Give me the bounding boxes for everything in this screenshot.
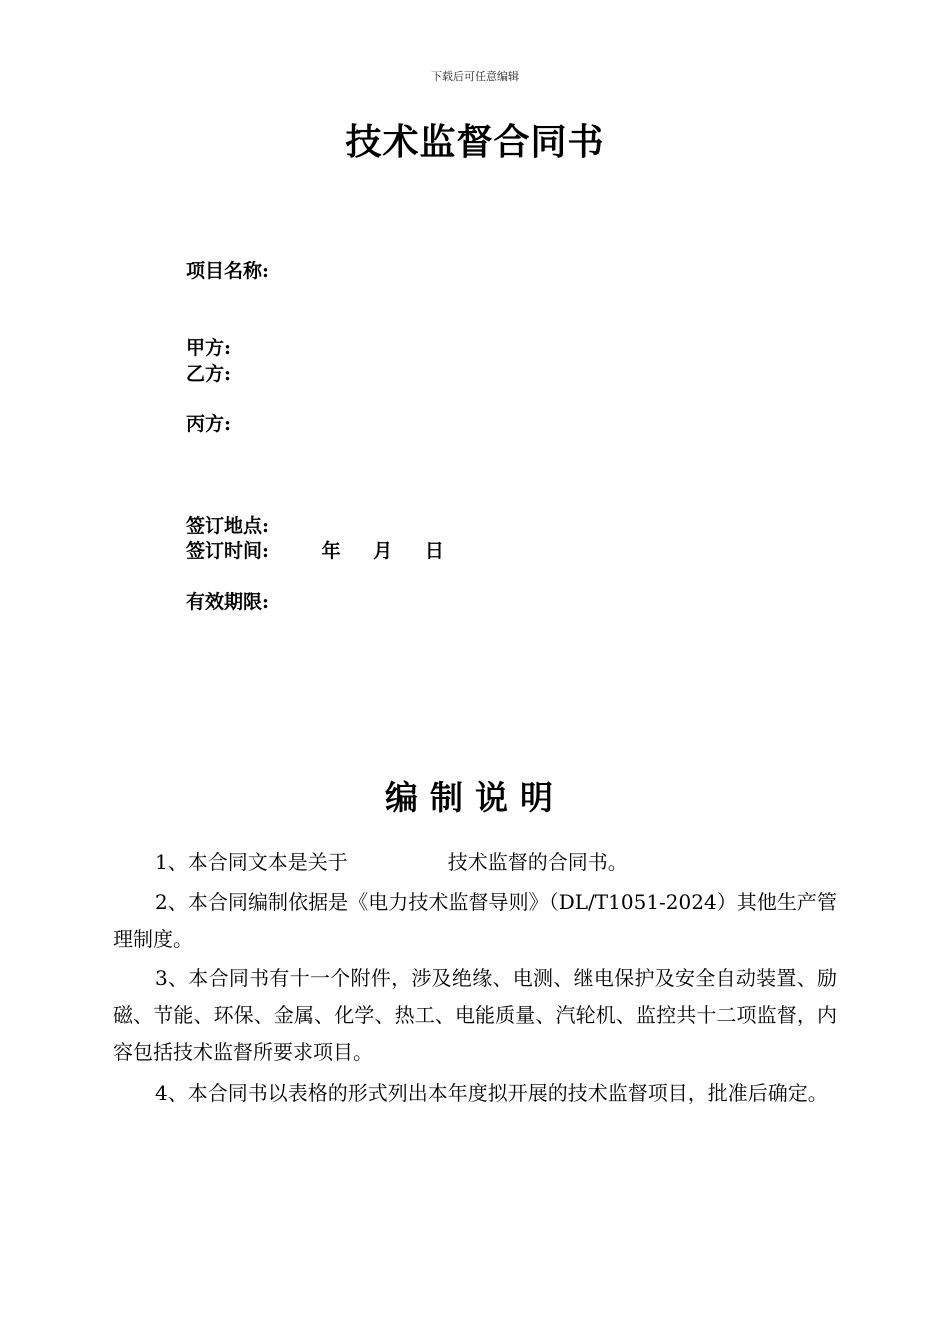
project-name-label: 项目名称: (186, 260, 270, 282)
section-title: 编制说明 (385, 778, 565, 817)
header-note: 下载后可任意编辑 (431, 70, 519, 83)
day-label: 日 (424, 540, 444, 562)
paragraph-1 (113, 844, 837, 881)
validity-label: 有效期限: (186, 591, 270, 613)
sign-place-label: 签订地点: (186, 515, 270, 537)
month-label: 月 (373, 540, 393, 562)
document-title: 技术监督合同书 (345, 122, 605, 163)
sign-time-label: 签订时间: (186, 540, 270, 562)
paragraph-1-start: 1、本合同文本是关于 (155, 850, 348, 874)
sign-date (276, 540, 444, 562)
party-c-label: 丙方: (186, 413, 232, 435)
paragraph-2: 2、本合同编制依据是《电力技术监督导则》（DL/T1051-2024）其他生产管理制度。 (113, 890, 837, 951)
party-a-label: 甲方: (186, 337, 232, 359)
paragraph-1-end: 技术监督的合同书。 (447, 850, 628, 874)
year-label: 年 (321, 540, 341, 562)
sign-time-row (186, 536, 444, 563)
paragraph-3: 3、本合同书有十一个附件，涉及绝缘、电测、继电保护及安全自动装置、励磁、节能、环保、金属、化学、热工、电能质量、汽轮机、监控共十二项监督，内容包括技术监督所要求项目。 (113, 966, 837, 1064)
paragraph-4: 4、本合同书以表格的形式列出本年度拟开展的技术监督项目，批准后确定。 (155, 1081, 828, 1105)
party-b-label: 乙方: (186, 363, 232, 385)
